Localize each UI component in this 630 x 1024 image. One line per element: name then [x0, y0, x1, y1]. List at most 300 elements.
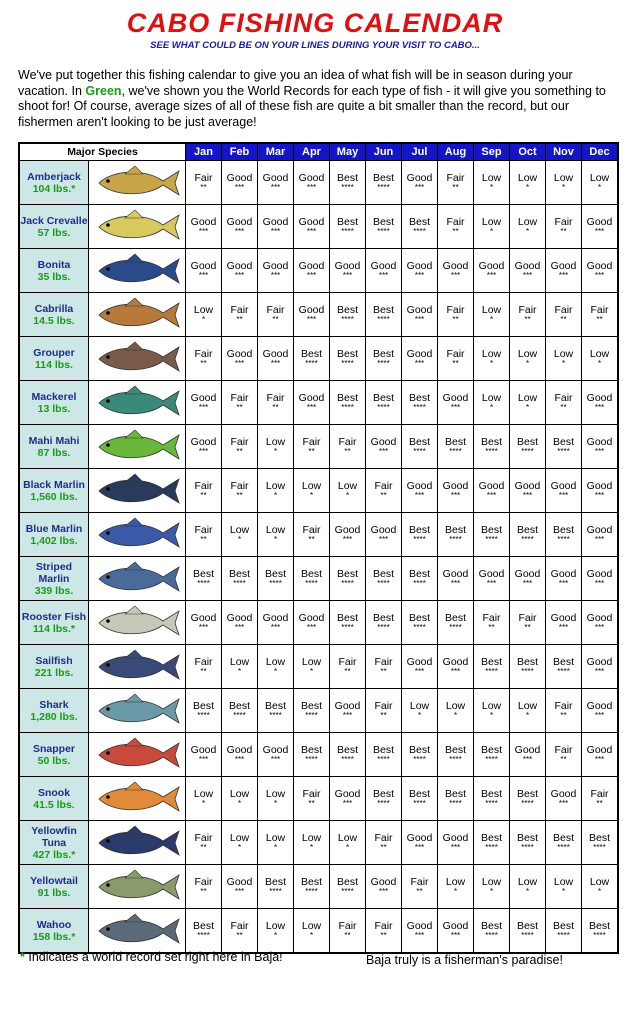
intro-text-2: , we've shown you the World Records for each type of fish - it will give you something to shoot for! Of course, average sizes of all of these fish are quite a bit smaller than the record, but our fishermen aren't looking to be just average! — [18, 83, 606, 129]
rating-cell — [582, 513, 619, 557]
rating-cell — [330, 205, 366, 249]
fish-icon — [89, 425, 185, 468]
fish-icon — [89, 777, 185, 820]
fish-illustration-cell — [89, 601, 186, 645]
rating-stars: **** — [557, 843, 570, 852]
rating-cell — [546, 557, 582, 601]
fish-body — [99, 831, 179, 855]
rating-cell — [258, 337, 294, 381]
rating-label: Best — [444, 788, 466, 800]
rating-cell — [546, 777, 582, 821]
fish-body — [99, 479, 179, 503]
rating-cell — [402, 865, 438, 909]
rating-cell — [294, 425, 330, 469]
world-record: 1,280 lbs. — [30, 710, 78, 723]
rating-label: Best — [336, 744, 358, 756]
species-name: Cabrilla — [34, 302, 74, 315]
rating-cell — [546, 909, 582, 954]
rating-cell — [294, 293, 330, 337]
world-record: 87 lbs. — [37, 446, 71, 459]
rating-label: Fair — [194, 172, 213, 184]
rating-cell — [474, 513, 510, 557]
fish-eye — [106, 223, 110, 227]
month-header: Jan — [186, 143, 222, 161]
species-row — [19, 777, 618, 821]
rating-cell — [546, 293, 582, 337]
rating-cell — [438, 821, 474, 865]
rating-cell — [510, 205, 546, 249]
rating-label: Fair — [554, 392, 573, 404]
rating-stars: **** — [449, 535, 462, 544]
intro-text-1: We've put together this fishing calendar to give you an idea of what fish will be in season during your vacation. In — [18, 68, 573, 98]
rating-stars: ** — [200, 667, 207, 676]
rating-cell — [546, 205, 582, 249]
rating-stars: *** — [378, 535, 389, 544]
rating-label: Best — [552, 920, 574, 932]
rating-cell — [294, 469, 330, 513]
rating-stars: **** — [305, 359, 318, 368]
species-row — [19, 645, 618, 689]
rating-stars: * — [417, 711, 422, 720]
rating-label: Low — [481, 348, 502, 360]
rating-stars: ** — [344, 447, 351, 456]
world-record: 114 lbs.* — [32, 622, 76, 635]
rating-label: Fair — [590, 304, 609, 316]
rating-cell — [186, 865, 222, 909]
rating-label: Best — [300, 568, 322, 580]
month-header: Feb — [222, 143, 258, 161]
rating-label: Low — [517, 216, 538, 228]
rating-stars: *** — [594, 447, 605, 456]
rating-label: Good — [406, 656, 433, 668]
rating-label: Fair — [230, 920, 249, 932]
rating-stars: *** — [306, 315, 317, 324]
rating-label: Best — [300, 700, 322, 712]
rating-label: Good — [262, 172, 289, 184]
rating-stars: ** — [308, 535, 315, 544]
species-row — [19, 337, 618, 381]
rating-cell — [294, 381, 330, 425]
rating-label: Best — [444, 744, 466, 756]
rating-label: Best — [336, 568, 358, 580]
rating-label: Good — [406, 348, 433, 360]
rating-label: Best — [516, 436, 538, 448]
rating-cell — [582, 821, 619, 865]
rating-cell — [402, 337, 438, 381]
rating-stars: **** — [413, 623, 426, 632]
rating-cell — [438, 513, 474, 557]
month-header: Jun — [366, 143, 402, 161]
rating-stars: * — [453, 887, 458, 896]
rating-label: Good — [262, 744, 289, 756]
fish-illustration-cell — [89, 161, 186, 205]
rating-stars: **** — [521, 447, 534, 456]
fish-body — [99, 787, 179, 811]
fish-body — [99, 259, 179, 283]
species-row — [19, 557, 618, 601]
rating-cell — [330, 293, 366, 337]
rating-stars: * — [489, 227, 494, 236]
fish-icon — [89, 689, 185, 732]
rating-cell — [474, 469, 510, 513]
rating-label: Good — [226, 744, 253, 756]
rating-cell — [258, 161, 294, 205]
rating-stars: *** — [306, 403, 317, 412]
species-row — [19, 689, 618, 733]
rating-label: Fair — [194, 656, 213, 668]
world-record: 91 lbs. — [37, 886, 71, 899]
rating-label: Low — [589, 172, 610, 184]
rating-stars: **** — [269, 887, 282, 896]
rating-cell — [186, 469, 222, 513]
rating-stars: *** — [594, 403, 605, 412]
rating-stars: *** — [306, 623, 317, 632]
rating-cell — [438, 249, 474, 293]
rating-cell — [474, 161, 510, 205]
fish-icon — [89, 865, 185, 908]
rating-stars: *** — [234, 623, 245, 632]
species-row — [19, 601, 618, 645]
rating-cell — [402, 425, 438, 469]
rating-label: Fair — [302, 788, 321, 800]
fish-eye — [106, 619, 110, 623]
rating-cell — [582, 205, 619, 249]
fish-fin — [125, 914, 143, 922]
rating-label: Best — [408, 744, 430, 756]
rating-label: Low — [265, 524, 286, 536]
fish-body — [99, 611, 179, 635]
rating-label: Best — [372, 568, 394, 580]
fish-icon — [89, 337, 185, 380]
rating-cell — [258, 381, 294, 425]
fish-icon — [89, 557, 185, 600]
world-record: 35 lbs. — [37, 270, 71, 283]
rating-label: Fair — [446, 304, 465, 316]
rating-stars: **** — [305, 887, 318, 896]
rating-cell — [582, 469, 619, 513]
rating-label: Fair — [446, 172, 465, 184]
rating-label: Best — [300, 744, 322, 756]
fish-fin — [125, 870, 143, 878]
rating-stars: *** — [306, 271, 317, 280]
rating-label: Good — [514, 744, 541, 756]
rating-stars: *** — [558, 271, 569, 280]
species-row — [19, 293, 618, 337]
rating-label: Good — [370, 436, 397, 448]
rating-stars: ** — [560, 315, 567, 324]
rating-stars: *** — [234, 755, 245, 764]
rating-cell — [186, 205, 222, 249]
rating-label: Best — [516, 656, 538, 668]
rating-label: Fair — [554, 700, 573, 712]
rating-cell — [582, 909, 619, 954]
rating-label: Good — [514, 568, 541, 580]
rating-cell — [474, 337, 510, 381]
fish-icon — [89, 293, 185, 336]
rating-stars: * — [597, 359, 602, 368]
rating-cell — [438, 865, 474, 909]
rating-stars: **** — [449, 755, 462, 764]
rating-label: Fair — [374, 920, 393, 932]
rating-cell — [330, 469, 366, 513]
rating-cell — [366, 777, 402, 821]
rating-label: Best — [408, 436, 430, 448]
world-record: 221 lbs. — [34, 666, 74, 679]
rating-stars: **** — [557, 535, 570, 544]
rating-stars: ** — [308, 799, 315, 808]
rating-cell — [186, 293, 222, 337]
rating-cell — [510, 513, 546, 557]
rating-label: Fair — [554, 304, 573, 316]
rating-label: Good — [298, 612, 325, 624]
species-name: Rooster Fish — [21, 610, 87, 623]
rating-cell — [186, 337, 222, 381]
rating-label: Good — [514, 480, 541, 492]
rating-stars: **** — [413, 447, 426, 456]
rating-label: Low — [229, 832, 250, 844]
rating-label: Good — [586, 524, 613, 536]
fish-body — [99, 171, 179, 195]
rating-label: Low — [229, 524, 250, 536]
rating-cell — [402, 249, 438, 293]
rating-label: Low — [481, 392, 502, 404]
world-record: 158 lbs.* — [32, 930, 76, 943]
rating-stars: *** — [522, 755, 533, 764]
rating-label: Good — [406, 172, 433, 184]
rating-stars: **** — [413, 799, 426, 808]
fish-illustration-cell — [89, 513, 186, 557]
rating-cell — [222, 161, 258, 205]
rating-cell — [330, 161, 366, 205]
fish-body — [99, 655, 179, 679]
calendar-body — [19, 161, 618, 954]
rating-label: Good — [370, 876, 397, 888]
rating-stars: **** — [377, 579, 390, 588]
rating-stars: **** — [305, 755, 318, 764]
species-row — [19, 161, 618, 205]
rating-stars: *** — [594, 755, 605, 764]
rating-stars: *** — [306, 183, 317, 192]
rating-label: Good — [298, 392, 325, 404]
fish-fin — [125, 474, 143, 482]
rating-label: Fair — [518, 304, 537, 316]
rating-label: Good — [514, 260, 541, 272]
rating-stars: ** — [236, 931, 243, 940]
rating-label: Best — [516, 788, 538, 800]
rating-cell — [330, 513, 366, 557]
rating-cell — [402, 469, 438, 513]
rating-stars: **** — [377, 315, 390, 324]
rating-cell — [294, 249, 330, 293]
rating-label: Fair — [446, 216, 465, 228]
rating-cell — [474, 645, 510, 689]
rating-cell — [582, 161, 619, 205]
rating-cell — [258, 513, 294, 557]
rating-stars: * — [273, 447, 278, 456]
rating-label: Low — [229, 788, 250, 800]
rating-cell — [258, 777, 294, 821]
species-name: Snapper — [32, 742, 75, 755]
fish-fin — [125, 826, 143, 834]
rating-cell — [510, 469, 546, 513]
rating-cell — [294, 865, 330, 909]
rating-cell — [366, 909, 402, 954]
rating-stars: *** — [558, 579, 569, 588]
fish-fin — [125, 166, 143, 174]
rating-stars: ** — [380, 843, 387, 852]
rating-label: Good — [550, 568, 577, 580]
rating-label: Fair — [338, 436, 357, 448]
fish-body — [99, 699, 179, 723]
rating-stars: ** — [272, 315, 279, 324]
rating-stars: *** — [450, 579, 461, 588]
rating-cell — [222, 205, 258, 249]
rating-label: Best — [264, 700, 286, 712]
rating-cell — [582, 425, 619, 469]
rating-cell — [402, 821, 438, 865]
rating-stars: * — [273, 535, 278, 544]
rating-label: Best — [588, 832, 610, 844]
rating-stars: ** — [560, 711, 567, 720]
species-name-cell — [19, 249, 89, 293]
rating-stars: **** — [593, 843, 606, 852]
rating-label: Good — [190, 612, 217, 624]
rating-label: Fair — [266, 304, 285, 316]
fish-fin — [125, 254, 143, 262]
rating-label: Good — [370, 524, 397, 536]
fish-body — [99, 919, 179, 943]
fish-body — [99, 215, 179, 239]
rating-stars: ** — [380, 711, 387, 720]
footer-note-text: Indicates a world record set right here in Baja! — [24, 950, 283, 964]
rating-label: Best — [480, 744, 502, 756]
rating-label: Low — [337, 832, 358, 844]
fish-body — [99, 743, 179, 767]
rating-label: Low — [301, 480, 322, 492]
rating-label: Good — [190, 436, 217, 448]
rating-cell — [330, 337, 366, 381]
rating-stars: * — [273, 843, 278, 852]
rating-cell — [366, 205, 402, 249]
fish-fin — [125, 386, 143, 394]
fish-fin — [125, 562, 143, 570]
rating-label: Fair — [194, 876, 213, 888]
rating-stars: **** — [341, 403, 354, 412]
rating-cell — [366, 601, 402, 645]
rating-cell — [258, 733, 294, 777]
rating-cell — [258, 425, 294, 469]
rating-stars: *** — [342, 711, 353, 720]
rating-label: Low — [445, 700, 466, 712]
rating-stars: ** — [452, 227, 459, 236]
rating-label: Fair — [482, 612, 501, 624]
rating-stars: * — [597, 183, 602, 192]
rating-stars: *** — [234, 227, 245, 236]
species-name: Shark — [39, 698, 69, 711]
rating-stars: *** — [450, 403, 461, 412]
rating-cell — [222, 293, 258, 337]
rating-label: Good — [586, 260, 613, 272]
rating-stars: **** — [341, 755, 354, 764]
fish-fin — [125, 738, 143, 746]
rating-label: Best — [372, 612, 394, 624]
rating-stars: *** — [414, 667, 425, 676]
rating-stars: *** — [342, 271, 353, 280]
rating-cell — [222, 821, 258, 865]
rating-cell — [222, 425, 258, 469]
footer-tagline: Baja truly is a fisherman's paradise! — [366, 953, 563, 967]
rating-stars: * — [561, 359, 566, 368]
rating-stars: ** — [416, 887, 423, 896]
rating-cell — [402, 909, 438, 954]
rating-cell — [510, 161, 546, 205]
rating-label: Low — [265, 788, 286, 800]
rating-label: Best — [408, 788, 430, 800]
rating-stars: **** — [557, 931, 570, 940]
rating-stars: **** — [377, 183, 390, 192]
rating-cell — [366, 513, 402, 557]
rating-stars: *** — [594, 271, 605, 280]
rating-label: Best — [480, 788, 502, 800]
species-row — [19, 249, 618, 293]
rating-cell — [258, 601, 294, 645]
rating-cell — [402, 161, 438, 205]
rating-stars: *** — [378, 271, 389, 280]
rating-label: Best — [372, 216, 394, 228]
rating-stars: ** — [452, 315, 459, 324]
rating-cell — [186, 821, 222, 865]
rating-stars: *** — [558, 491, 569, 500]
rating-cell — [366, 645, 402, 689]
rating-stars: ** — [560, 403, 567, 412]
rating-label: Good — [550, 788, 577, 800]
rating-stars: * — [345, 491, 350, 500]
rating-stars: *** — [270, 623, 281, 632]
rating-cell — [330, 821, 366, 865]
rating-label: Low — [301, 656, 322, 668]
month-header: Oct — [510, 143, 546, 161]
rating-label: Good — [190, 260, 217, 272]
rating-stars: ** — [200, 359, 207, 368]
rating-label: Good — [406, 920, 433, 932]
species-name-cell — [19, 733, 89, 777]
rating-cell — [474, 381, 510, 425]
rating-stars: *** — [234, 887, 245, 896]
rating-stars: *** — [198, 755, 209, 764]
rating-cell — [474, 777, 510, 821]
rating-stars: *** — [558, 799, 569, 808]
rating-stars: *** — [198, 271, 209, 280]
rating-stars: **** — [485, 799, 498, 808]
fish-fin — [125, 782, 143, 790]
species-name-cell — [19, 821, 89, 865]
fish-eye — [106, 399, 110, 403]
rating-cell — [546, 733, 582, 777]
rating-cell — [186, 161, 222, 205]
rating-stars: **** — [485, 535, 498, 544]
rating-stars: * — [237, 535, 242, 544]
rating-stars: **** — [413, 227, 426, 236]
rating-label: Fair — [374, 832, 393, 844]
fish-body — [99, 875, 179, 899]
fish-illustration-cell — [89, 293, 186, 337]
rating-label: Best — [192, 568, 214, 580]
rating-stars: ** — [452, 359, 459, 368]
rating-label: Fair — [194, 348, 213, 360]
rating-label: Good — [298, 172, 325, 184]
rating-stars: **** — [341, 227, 354, 236]
rating-label: Low — [589, 876, 610, 888]
